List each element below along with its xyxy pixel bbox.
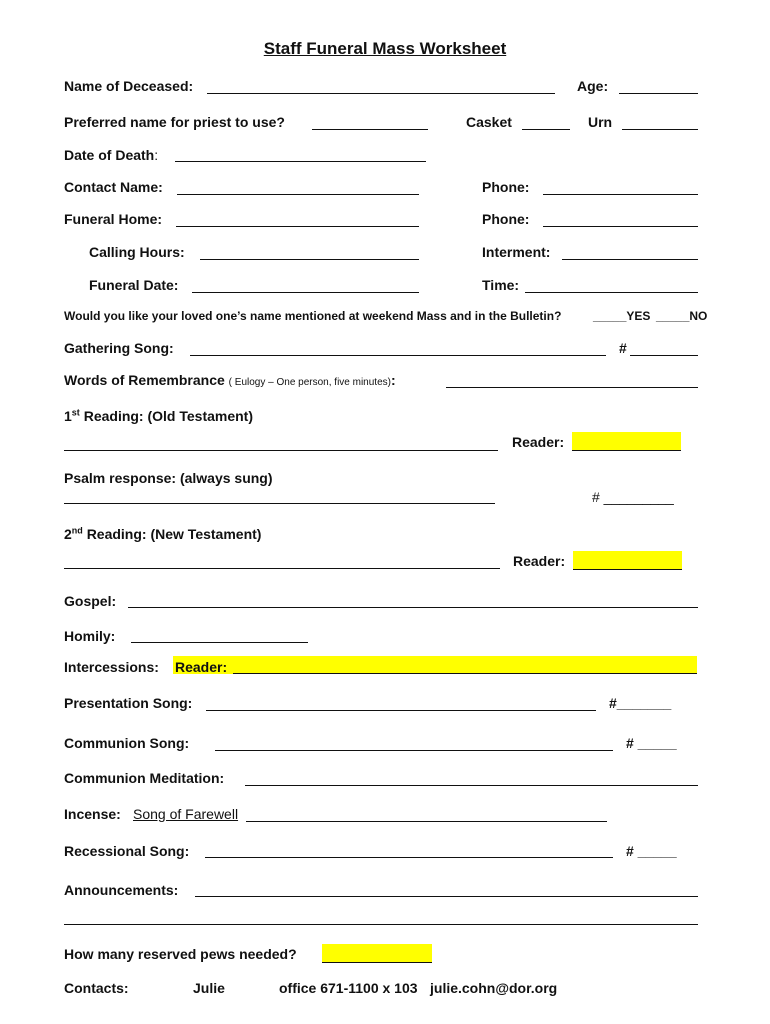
reserved-pews-label: How many reserved pews needed? [64, 946, 297, 962]
second-reading-reader-label: Reader: [513, 553, 566, 569]
communion-meditation-label: Communion Meditation: [64, 770, 225, 786]
urn-field[interactable] [622, 129, 698, 130]
funeral-home-field[interactable] [176, 226, 419, 227]
announcements-field[interactable] [195, 896, 698, 897]
second-reading-reader-field[interactable] [573, 569, 682, 570]
calling-hours-field[interactable] [200, 259, 419, 260]
announcements-field-line-2[interactable] [64, 924, 698, 925]
incense-label: Incense: [64, 806, 121, 822]
name-of-deceased-field[interactable] [207, 93, 555, 94]
presentation-song-field[interactable] [206, 710, 596, 711]
words-of-remembrance-label: Words of Remembrance ( Eulogy – One person, five minutes): [64, 372, 396, 388]
time-label: Time: [482, 277, 520, 293]
recessional-song-number-field[interactable]: # _____ [626, 843, 677, 859]
intercessions-reader-field[interactable] [233, 673, 697, 674]
words-of-remembrance-field[interactable] [446, 387, 698, 388]
contact-person-name: Julie [193, 980, 225, 996]
first-reading-label: 1st Reading: (Old Testament) [64, 407, 254, 424]
funeral-home-phone-field[interactable] [543, 226, 698, 227]
gospel-field[interactable] [128, 607, 698, 608]
recessional-song-field[interactable] [205, 857, 613, 858]
weekend-yes-option[interactable]: _____YES [593, 309, 651, 323]
announcements-label: Announcements: [64, 882, 179, 898]
contact-phone-label: Phone: [482, 179, 530, 195]
weekend-no-option[interactable]: _____NO [656, 309, 708, 323]
second-reading-label: 2nd Reading: (New Testament) [64, 525, 262, 542]
reserved-pews-field[interactable] [322, 962, 432, 963]
urn-label: Urn [588, 114, 613, 130]
gospel-label: Gospel: [64, 593, 117, 609]
contact-phone-field[interactable] [543, 194, 698, 195]
gathering-song-hash: # [619, 340, 627, 356]
preferred-name-label: Preferred name for priest to use? [64, 114, 285, 130]
date-of-death-field[interactable] [175, 161, 426, 162]
casket-label: Casket [466, 114, 512, 130]
psalm-response-field[interactable] [64, 503, 495, 504]
presentation-song-number-field[interactable]: #_______ [609, 695, 672, 711]
homily-label: Homily: [64, 628, 116, 644]
communion-song-field[interactable] [215, 750, 613, 751]
contact-office-phone: office 671-1100 x 103 [279, 980, 418, 996]
age-field[interactable] [619, 93, 698, 94]
incense-value[interactable]: Song of Farewell [133, 806, 239, 822]
contacts-label: Contacts: [64, 980, 129, 996]
reserved-pews-highlight [322, 944, 432, 962]
interment-field[interactable] [562, 259, 698, 260]
intercessions-label: Intercessions: [64, 659, 159, 675]
psalm-response-label: Psalm response: (always sung) [64, 470, 273, 486]
first-reading-field[interactable] [64, 450, 498, 451]
psalm-number-field[interactable]: # _________ [592, 489, 674, 505]
gathering-song-field[interactable] [190, 355, 606, 356]
first-reading-reader-field[interactable] [572, 450, 681, 451]
recessional-song-label: Recessional Song: [64, 843, 190, 859]
date-of-death-label: Date of Death: [64, 147, 159, 163]
first-reading-reader-label: Reader: [512, 434, 565, 450]
preferred-name-field[interactable] [312, 129, 428, 130]
second-reading-field[interactable] [64, 568, 500, 569]
interment-label: Interment: [482, 244, 551, 260]
contact-name-label: Contact Name: [64, 179, 163, 195]
weekend-mass-question: Would you like your loved one’s name mentioned at weekend Mass and in the Bulletin? [64, 309, 562, 323]
gathering-song-number-field[interactable] [630, 355, 698, 356]
communion-meditation-field[interactable] [245, 785, 698, 786]
funeral-home-label: Funeral Home: [64, 211, 163, 227]
intercessions-highlight [173, 656, 697, 674]
page-title: Staff Funeral Mass Worksheet [263, 39, 507, 58]
contact-name-field[interactable] [177, 194, 419, 195]
name-of-deceased-label: Name of Deceased: [64, 78, 194, 94]
homily-field[interactable] [131, 642, 308, 643]
incense-field[interactable] [246, 821, 607, 822]
casket-field[interactable] [522, 129, 570, 130]
communion-song-label: Communion Song: [64, 735, 190, 751]
funeral-home-phone-label: Phone: [482, 211, 530, 227]
contact-email[interactable]: julie.cohn@dor.org [430, 980, 558, 996]
intercessions-reader-label: Reader: [175, 659, 228, 675]
communion-song-number-field[interactable]: # _____ [626, 735, 677, 751]
time-field[interactable] [525, 292, 698, 293]
calling-hours-label: Calling Hours: [89, 244, 185, 260]
age-label: Age: [577, 78, 609, 94]
first-reading-reader-highlight [572, 432, 681, 450]
funeral-date-label: Funeral Date: [89, 277, 179, 293]
presentation-song-label: Presentation Song: [64, 695, 193, 711]
gathering-song-label: Gathering Song: [64, 340, 174, 356]
funeral-date-field[interactable] [192, 292, 419, 293]
second-reading-reader-highlight [573, 551, 682, 569]
